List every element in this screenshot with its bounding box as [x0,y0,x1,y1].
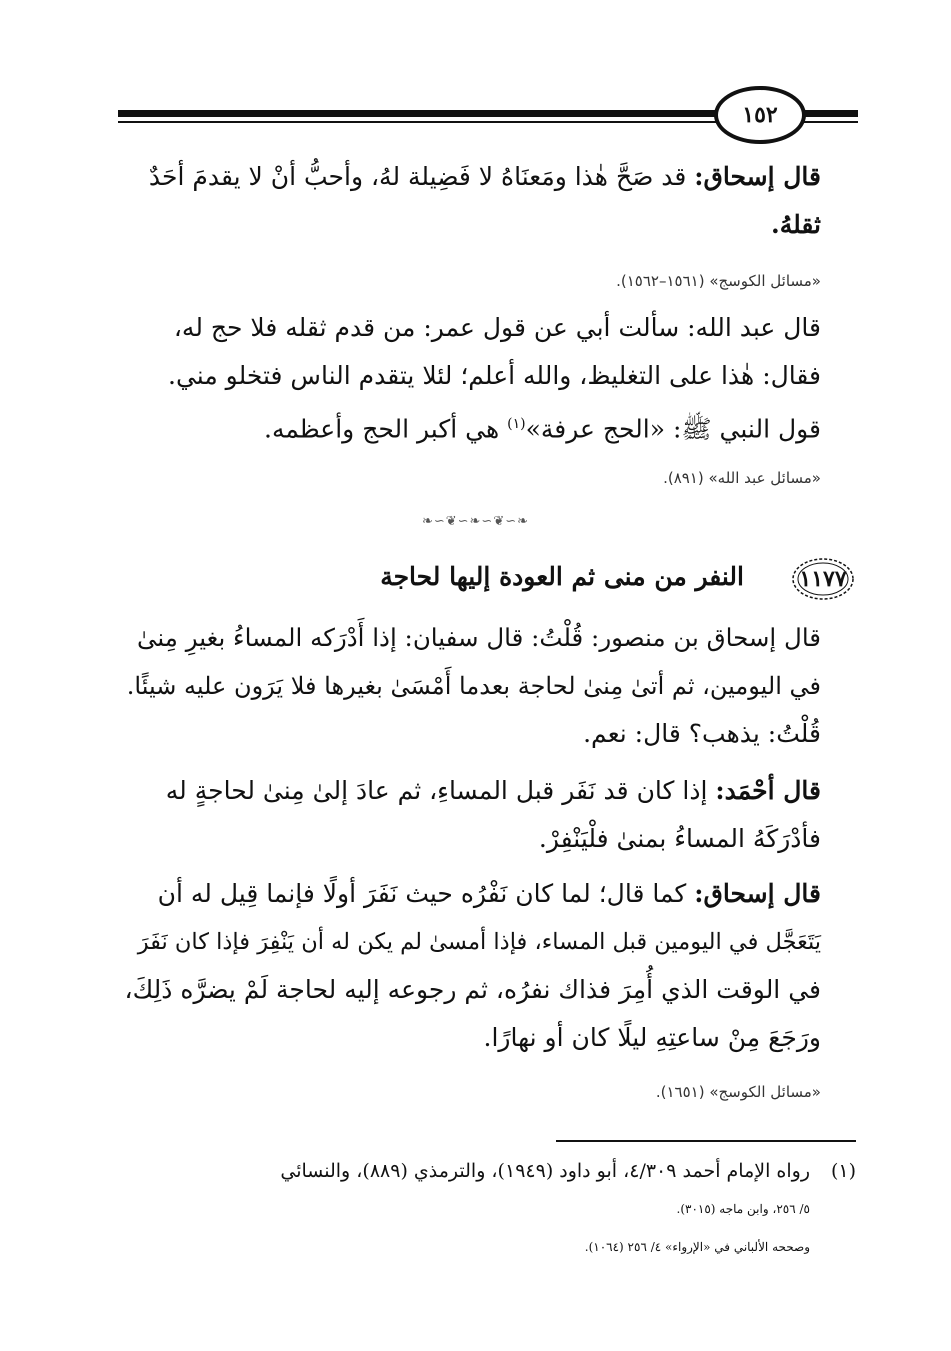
paragraph-text: يَتَعَجَّل في اليومين قبل المساء، فإذا أمسىٰ لم يكن له أن يَنْفِرَ فإذا كان نَفَرَ [137,929,821,955]
footnote-ref: (١) [507,416,526,432]
footnote-number: (١) [830,1160,856,1182]
section-ornament: ❧∽❦∽❧∽❦∽❧ [421,514,530,529]
page-number-badge [714,86,806,144]
paragraph-ishaq-2 [126,870,821,1062]
page-number: ١٥٢ [742,102,778,128]
speaker-label: قال إسحاق: [694,162,821,191]
paragraph-text: هي أكبر الحج وأعظمه. [264,414,508,444]
paragraph-text: فقال: هٰذا على التغليظ، والله أعلم؛ لئلا يتقدم الناس فتخلو مني. [168,361,821,390]
paragraph-abdullah [126,304,821,453]
citation-source: «مسائل عبد الله» (٨٩١). [663,469,821,487]
paragraph-text: فأدْرَكَهُ المساءُ بمنىٰ فلْيَنْفِرْ. [538,824,821,853]
paragraph-ishaq-1 [126,153,821,249]
page-header [118,80,858,140]
speaker-label: قال أحْمَد: [715,776,821,805]
paragraph-text: قال عبد الله: سألت أبي عن قول عمر: من قدم ثقله فلا حج له، [173,313,821,342]
footnote-text: رواه الإمام أحمد ٤/٣٠٩، أبو داود (١٩٤٩)، والترمذي (٨٨٩)، والنسائي [280,1160,810,1182]
section-number-badge [790,556,856,602]
paragraph-text: قد صَحَّ هٰذا ومَعنَاهُ لا فَضِيلة لهُ، وأحبُّ أنْ لا يقدمَ أحَدٌ [148,162,695,191]
paragraph-text: في اليومين، ثم أتىٰ مِنىٰ لحاجة بعدما أَمْسَىٰ بغيرها فلا يَرَون عليه شيئًا. [126,672,821,700]
paragraph-text: ثقلهُ. [771,210,821,239]
paragraph-text: في الوقت الذي أُمِرَ فذاك نفرُه، ثم رجوعه إليه لحاجة لَمْ يضرَّه ذَلِكَ، [124,975,821,1004]
footnote [126,1152,856,1266]
citation-source: «مسائل الكوسج» (١٦٥١). [655,1083,821,1101]
paragraph-text: قول النبي ﷺ: «الحج عرفة» [525,414,821,444]
section-title: النفر من منى ثم العودة إليها لحاجة [380,562,744,591]
paragraph-text: كما قال؛ لما كان نَفْرُه حيث نَفَرَ أولًا فإنما قِيل له أن [157,879,695,908]
speaker-label: قال إسحاق: [694,879,821,908]
paragraph-text: إذا كان قد نَفَر قبل المساءِ، ثم عادَ إلىٰ مِنىٰ لحاجةٍ له [165,776,716,805]
paragraph-text: ورَجَعَ مِنْ ساعتِهِ ليلًا كان أو نهارًا. [483,1023,821,1052]
footnote-text: وصححه الألباني في «الإرواء» ٤/ ٢٥٦ (١٠٦٤). [584,1240,810,1254]
section-heading [126,556,856,606]
paragraph-text: قال إسحاق بن منصور: قُلْتُ: قال سفيان: إذا أَدْرَكه المساءُ بغيرِ مِنىٰ [136,623,821,652]
paragraph-ahmad [126,767,821,863]
paragraph-ishaq-mansur [126,614,821,758]
footnote-text: ٥/ ٢٥٦، وابن ماجه (٣٠١٥). [676,1202,810,1216]
section-number: ١١٧٧ [799,566,847,592]
citation-source: «مسائل الكوسج» (١٥٦١–١٥٦٢). [616,272,821,290]
paragraph-text: قُلْتُ: يذهب؟ قال: نعم. [583,719,821,748]
footnote-divider [556,1140,856,1142]
